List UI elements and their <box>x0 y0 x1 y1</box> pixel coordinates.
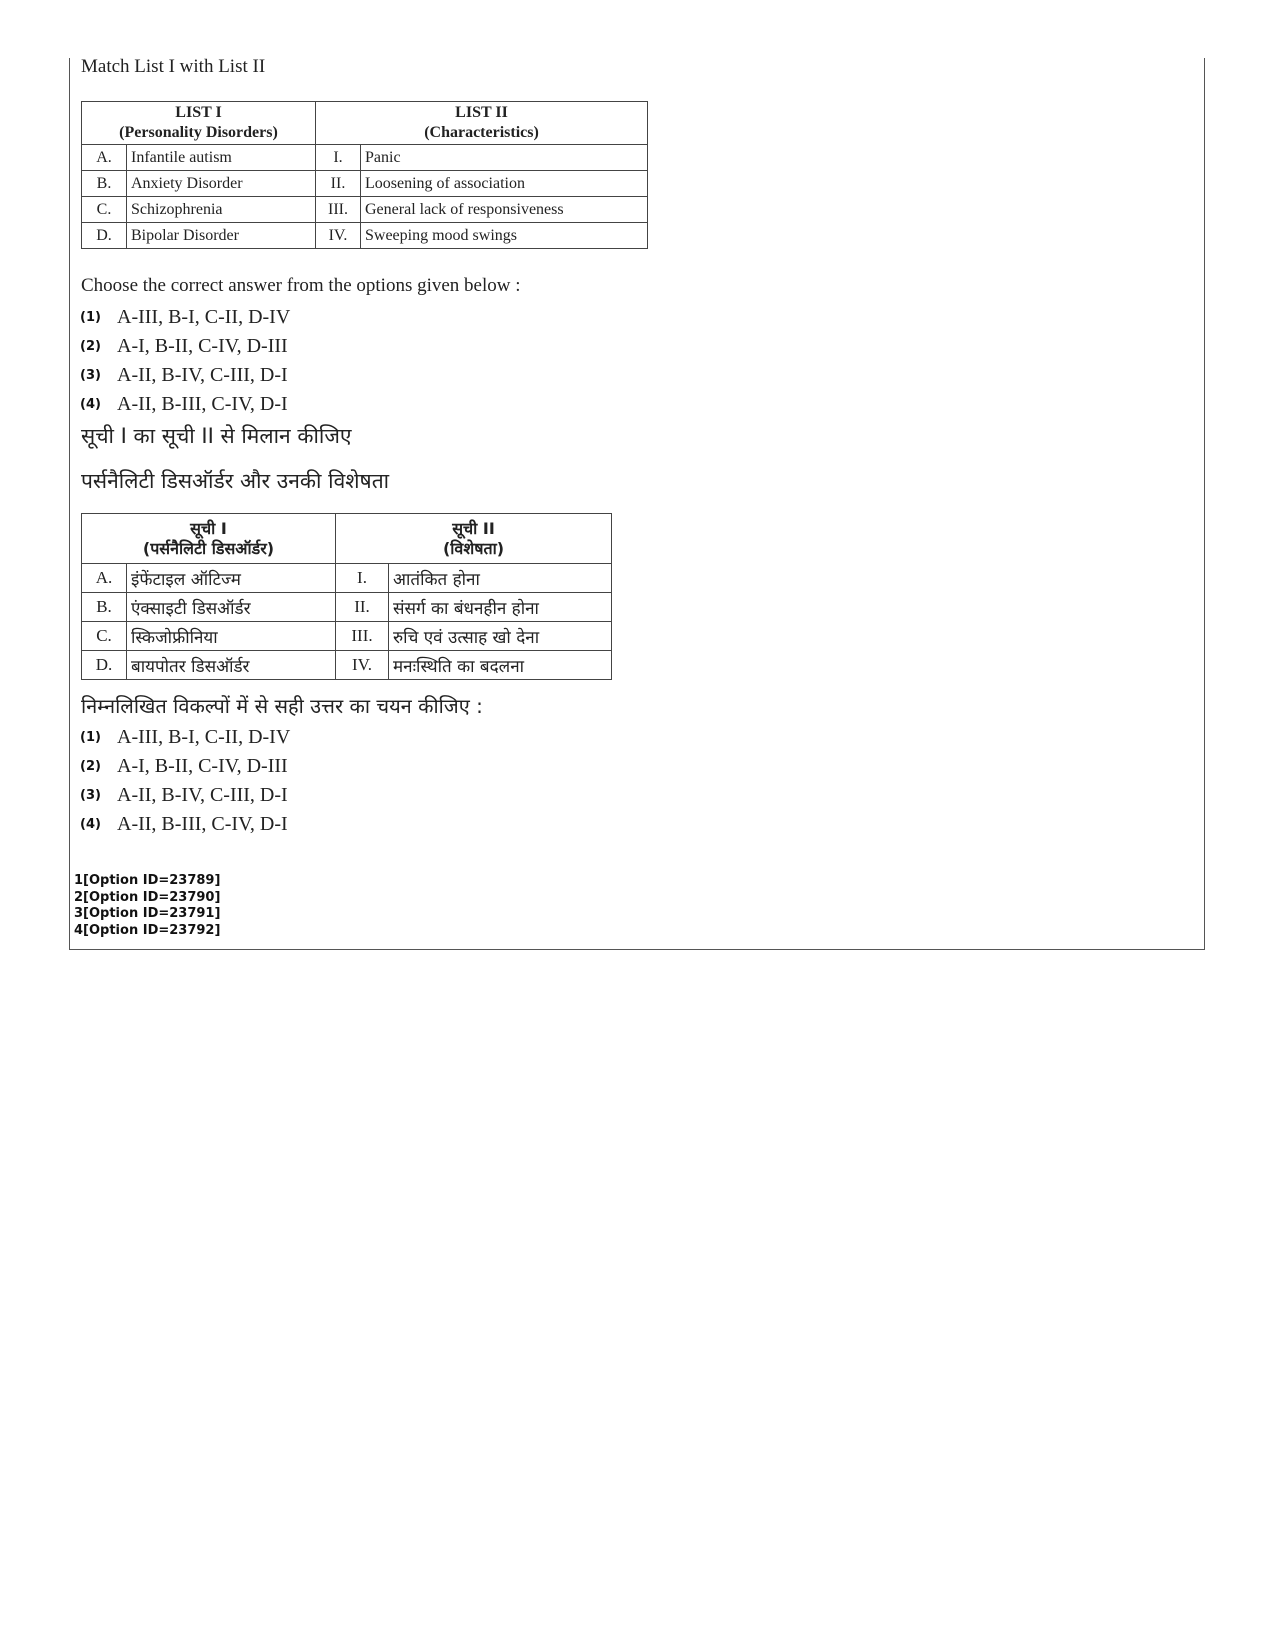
english-option-2: (2) A-I, B-II, C-IV, D-III <box>80 334 288 357</box>
row-desc: मनःस्थिति का बदलना <box>389 651 612 680</box>
row-numeral: II. <box>336 593 389 622</box>
row-numeral: I. <box>336 564 389 593</box>
row-numeral: I. <box>316 145 361 171</box>
row-item: इंफेंटाइल ऑटिज्म <box>127 564 336 593</box>
table-header-row <box>82 514 612 564</box>
option-id-list <box>74 873 220 939</box>
row-letter: A. <box>82 145 127 171</box>
option-id: 4[Option ID=23792] <box>74 922 221 938</box>
hindi-subtitle: पर्सनैलिटी डिसऑर्डर और उनकी विशेषता <box>81 469 390 493</box>
table-row <box>82 651 612 680</box>
row-item: Bipolar Disorder <box>127 223 316 249</box>
row-letter: C. <box>82 622 127 651</box>
hindi-option-2: (2) A-I, B-II, C-IV, D-III <box>80 754 288 777</box>
row-desc: General lack of responsiveness <box>361 197 648 223</box>
row-item: बायपोतर डिसऑर्डर <box>127 651 336 680</box>
table-row <box>82 593 612 622</box>
row-letter: D. <box>82 651 127 680</box>
row-letter: C. <box>82 197 127 223</box>
english-intro: Match List I with List II <box>81 56 266 77</box>
row-numeral: IV. <box>336 651 389 680</box>
row-desc: Loosening of association <box>361 171 648 197</box>
list2-header: सूची II (विशेषता) <box>336 514 612 564</box>
table-row <box>82 564 612 593</box>
hindi-option-3: (3) A-II, B-IV, C-III, D-I <box>80 783 288 806</box>
row-item: Infantile autism <box>127 145 316 171</box>
row-desc: रुचि एवं उत्साह खो देना <box>389 622 612 651</box>
row-desc: Sweeping mood swings <box>361 223 648 249</box>
row-desc: संसर्ग का बंधनहीन होना <box>389 593 612 622</box>
table-row <box>82 145 648 171</box>
english-option-3: (3) A-II, B-IV, C-III, D-I <box>80 363 288 386</box>
hindi-intro: सूची I का सूची II से मिलान कीजिए <box>81 424 352 448</box>
table-header-row <box>82 102 648 145</box>
row-item: एंक्साइटी डिसऑर्डर <box>127 593 336 622</box>
row-item: स्किजोफ्रीनिया <box>127 622 336 651</box>
list1-header: LIST I (Personality Disorders) <box>82 102 316 145</box>
row-desc: आतंकित होना <box>389 564 612 593</box>
table-row <box>82 622 612 651</box>
hindi-match-table <box>81 513 612 680</box>
row-numeral: IV. <box>316 223 361 249</box>
row-letter: A. <box>82 564 127 593</box>
table-row <box>82 171 648 197</box>
row-letter: D. <box>82 223 127 249</box>
hindi-option-1: (1) A-III, B-I, C-II, D-IV <box>80 725 291 748</box>
list2-header: LIST II (Characteristics) <box>316 102 648 145</box>
row-item: Schizophrenia <box>127 197 316 223</box>
row-numeral: III. <box>316 197 361 223</box>
row-item: Anxiety Disorder <box>127 171 316 197</box>
list1-header: सूची I (पर्सनैलिटी डिसऑर्डर) <box>82 514 336 564</box>
english-prompt: Choose the correct answer from the options given below : <box>81 275 521 296</box>
row-desc: Panic <box>361 145 648 171</box>
hindi-option-4: (4) A-II, B-III, C-IV, D-I <box>80 812 288 835</box>
english-option-4: (4) A-II, B-III, C-IV, D-I <box>80 392 288 415</box>
table-row <box>82 223 648 249</box>
row-numeral: III. <box>336 622 389 651</box>
row-letter: B. <box>82 171 127 197</box>
option-id: 2[Option ID=23790] <box>74 889 221 905</box>
table-row <box>82 197 648 223</box>
option-id: 3[Option ID=23791] <box>74 906 221 921</box>
hindi-prompt: निम्नलिखित विकल्पों में से सही उत्तर का चयन कीजिए : <box>81 694 483 718</box>
row-numeral: II. <box>316 171 361 197</box>
english-match-table <box>81 101 648 249</box>
row-letter: B. <box>82 593 127 622</box>
option-id: 1[Option ID=23789] <box>74 873 221 888</box>
english-option-1: (1) A-III, B-I, C-II, D-IV <box>80 305 291 328</box>
